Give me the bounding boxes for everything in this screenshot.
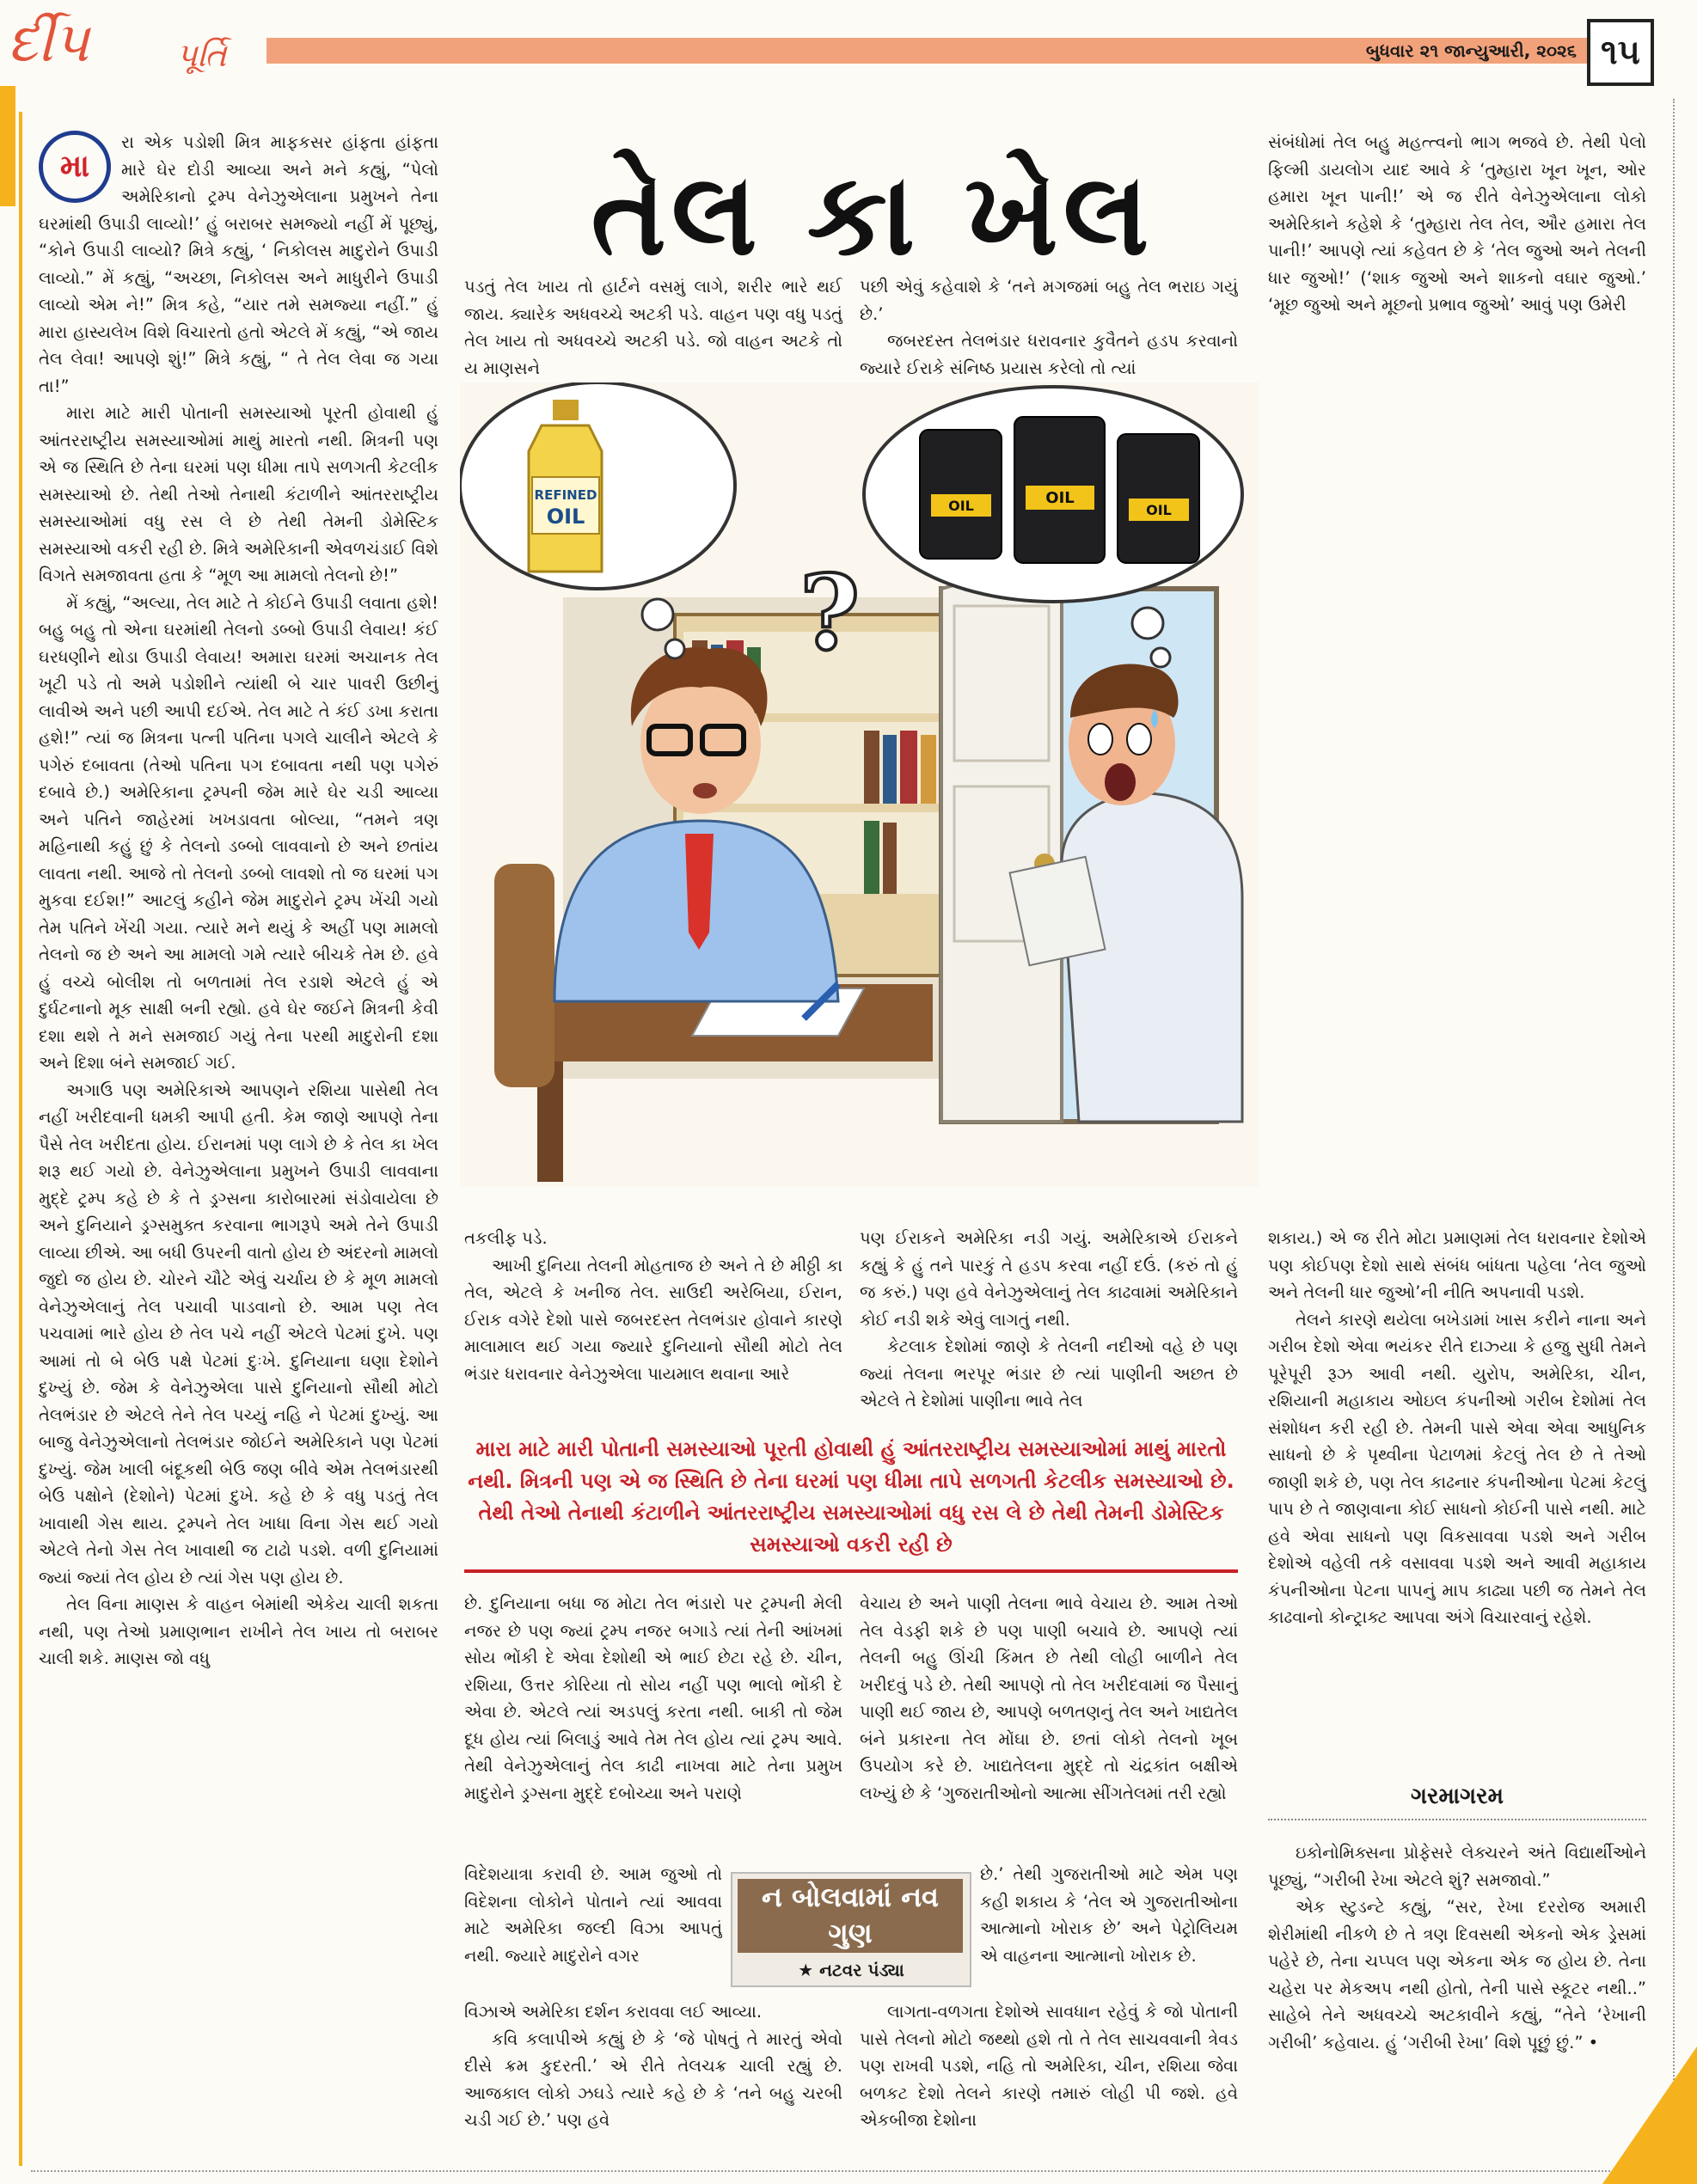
paragraph: રા એક પડોશી મિત્ર માફકસર હાંફતા હાંફતા મારે ઘેર દોડી આવ્યા અને મને કહ્યું, “પેલો અમેરિકાનો ટ્રમ્પ વેનેઝુએલાના પ્રમુખને તેના ઘરમાંથી ઉપાડી લાવ્યો!’ હું બરાબર સમજ્યો નહીં મેં પૂછ્યું, “કોને ઉપાડી લાવ્યો? મિત્રે કહ્યું, ‘ નિકોલસ માદુરોને ઉપાડી લાવ્યો.” મેં કહ્યું, “અચ્છા, નિકોલસ અને માધુરીને ઉપાડી લાવ્યો એમ ને!” મિત્ર કહે, “યાર તમે સમજ્યા નહીં.” હું મારા હાસ્યલેખ વિશે વિચારતો હતો એટલે મેં કહ્યું, “એ જાય તેલ લેવા! આપણે શું!” મિત્રે કહ્યું, “ તે તેલ લેવા જ ગયા તા!” [39,132,438,396]
paragraph: એક સ્ટુડન્ટે કહ્યું, “સર, રેખા દરરોજ અમારી શેરીમાંથી નીકળે છે તે ત્રણ દિવસથી એકનો એક ડ્રેસમાં પહેરે છે, તેના ચપ્પલ પણ એકના એક જ હોય છે. તેના ચહેરા પર મેકઅપ નથી હોતો, તેની પાસે સ્કૂટર નથી..” સાહેબે તેને અધવચ્ચે અટકાવીને કહ્યું, “તેને ‘રેખાની ગરીબી’ કહેવાય. હું ‘ગરીબી રેખા’ વિશે પૂછું છું.” • [1268,1897,1646,2052]
column-3-bottom-c [860,1998,1238,2170]
paragraph: વેચાય છે અને પાણી તેલના ભાવે વેચાય છે. આમ તેઓ તેલ વેડફી શકે છે પણ પાણી બચાવે છે. આપણે ત્યાં તેલની બહુ ઊંચી કિંમત છે તેથી લોહી બાળીને તેલ ખરીદવું પડે છે. તેથી આપણે તો તેલ ખરીદવામાં જ પૈસાનું પાણી થઈ જાય છે, આપણે બળતણનું તેલ અને ખાદ્યતેલ બંને પ્રકારના તેલ મોંઘા છે. છતાં લોકો તેલનો ખૂબ ઉપયોગ કરે છે. ખાદ્યતેલના મુદ્દે તો ચંદ્રકાંત બક્ષીએ લખ્યું છે કે ‘ગુજરાતીઓનો આત્મા સીંગતેલમાં તરી રહ્યો [860,1594,1238,1803]
drop-cap: મા [39,131,111,203]
barrel-label: OIL [1146,502,1172,518]
barrel-label: OIL [1045,489,1075,507]
pull-quote: મારા માટે મારી પોતાની સમસ્યાઓ પૂરતી હોવાથી હું આંતરરાષ્ટ્રીય સમસ્યાઓમાં માથું મારતો નથી. મિત્રની પણ એ જ સ્થિતિ છે તેના ઘરમાં પણ ધીમા તાપે સળગતી કેટલીક સમસ્યાઓ છે. તેથી તેઓ તેનાથી કંટાળીને આંતરરાષ્ટ્રીય સમસ્યાઓમાં વધુ રસ લે છે તેથી તેમની ડોમેસ્ટિક સમસ્યાઓ વકરી રહી છે [464,1434,1238,1573]
masthead-logo: ર્દીપ [7,11,89,75]
paragraph: વિદેશયાત્રા કરાવી છે. આમ જુઓ તો વિદેશના લોકોને પોતાને ત્યાં આવવા માટે અમેરિકા જલ્દી વિઝા આપતું નથી. જ્યારે માદુરોને વગર [464,1864,722,1966]
author-name: ★ નટવર પંડ્યા [798,1960,904,1980]
paragraph: કેટલાક દેશોમાં જાણે કે તેલની નદીઓ વહે છે પણ જ્યાં તેલના ભરપૂર ભંડાર છે ત્યાં પાણીની અછત છે એટલે તે દેશોમાં પાણીના ભાવે તેલ [860,1337,1238,1410]
paragraph: છે. દુનિયાના બધા જ મોટા તેલ ભંડારો પર ટ્રમ્પની મેલી નજર છે પણ જ્યાં ટ્રમ્પ નજર બગાડે ત્યાં તેની આંખમાં સોય ભોંકી દે એવા દેશોથી એ ભાઈ છેટા રહે છે. ચીન, રશિયા, ઉત્તર કોરિયા તો સોય નહીં પણ ભાલો ભોંકી દે એવા છે. એટલે ત્યાં અડપલું કરતા નથી. બાકી તો જેમ દૂધ હોય ત્યાં બિલાડું આવે તેમ તેલ હોય ત્યાં ટ્રમ્પ આવે. તેથી વેનેઝુએલાનું તેલ કાઢી નાખવા માટે તેના પ્રમુખ માદુરોને ડ્રગ્સના મુદ્દે દબોચ્યા અને પરાણે [464,1594,842,1803]
column-3-top [860,273,1238,382]
paragraph: પડતું તેલ ખાય તો હાર્ટને વસમું લાગે, શરીર ભારે થઈ જાય. ક્યારેક અધવચ્ચે અટકી પડે. વાહન પણ વધુ પડતું તેલ ખાય તો અધવચ્ચે અટકી પડે. જો વાહન અટકે તો ય માણસને [464,277,842,378]
paragraph: વિઝાએ અમેરિકા દર્શન કરાવવા લઈ આવ્યા. [464,2002,763,2022]
paragraph: કવિ કલાપીએ કહ્યું છે કે ‘જે પોષતું તે મારતું એવો દીસે ક્રમ કુદરતી.’ એ રીતે તેલચક્ર ચાલી રહ્યું છે. આજકાલ લોકો ઝઘડે ત્યારે કહે છે કે ‘તને બહુ ચરબી ચડી ગઈ છે.’ પણ હવે [464,2028,842,2130]
column-3-middle [860,1225,1238,1426]
paragraph: મેં કહ્યું, “અલ્યા, તેલ માટે તે કોઈને ઉપાડી લવાતા હશે! બહુ બહુ તો એના ઘરમાંથી તેલનો ડબ્બો ઉપાડી લેવાય! કંઈ ઘરધણીને થોડા ઉપાડી લેવાય! અમારા ઘરમાં અચાનક તેલ ખૂટી પડે તો અમે પડોશીને ત્યાંથી બે ચાર પાવરી ઉછીનું લાવીએ અને પછી આપી દઈએ. તેલ માટે તે કંઈ ડખા કરાતા હશે!” ત્યાં જ મિત્રના પત્ની પતિના પગલે ચાલીને એટલે કે પગેરું દબાવતા (તેઓ પતિના પગ દબાવતા નથી પણ પગેરું દબાવે છે.) અમેરિકાના ટ્રમ્પની જેમ મારે ઘેર ચડી આવ્યા અને પતિને જાહેરમાં ખખડાવતા બોલ્યા, “તમને ત્રણ મહિનાથી કહું છું કે તેલનો ડબ્બો લાવવાનો છે અને છતાંય લાવતા નથી. આજે તો તેલનો ડબ્બો લાવશો તો જ ઘરમાં પગ મુકવા દઈશ!” આટલું કહીને જેમ માદુરોને ટ્રમ્પ ખેંચી ગયો તેમ પતિને ખેંચી ગયા. ત્યારે મને થયું કે અહીં પણ મામલો તેલનો જ છે અને આ મામલો ગમે ત્યારે બીચકે તેમ છે. હવે હું વચ્ચે બોલીશ તો બળતામાં તેલ રડાશે એટલે હું એ દુર્ઘટનાનો મૂક સાક્ષી બની રહ્યો. હવે ઘેર જઈને મિત્રની કેવી દશા થશે તે મને સમજાઈ ગયું તેના પરથી માદુરોની દશા અને દિશા બંને સમજાઈ ગઈ. [39,592,438,1073]
paragraph: સંબંધોમાં તેલ બહુ મહત્ત્વનો ભાગ ભજવે છે. તેથી પેલો ફિલ્મી ડાયલોગ યાદ આવે કે ‘તુમ્હારા ખૂન ખૂન, ઓર હમારા ખૂન પાની!’ એ જ રીતે વેનેઝુએલાના લોકો અમેરિકાને કહેશે કે ‘તુમ્હારા તેલ તેલ, ઔર હમારા તેલ પાની!’ આપણે ત્યાં કહેવત છે કે ‘તેલ જુઓ અને તેલની ધાર જુઓ!’ (‘શાક જુઓ અને શાકનો વઘાર જુઓ.’ ‘મૂછ જુઓ અને મૂછનો પ્રભાવ જુઓ’ આવું પણ ઉમેરી [1268,132,1646,315]
paragraph: અગાઉ પણ અમેરિકાએ આપણને રશિયા પાસેથી તેલ નહીં ખરીદવાની ધમકી આપી હતી. કેમ જાણે આપણે તેના પૈસે તેલ ખરીદતા હોય. ઈરાનમાં પણ લાગે છે કે તેલ કા ખેલ શરૂ થઈ ગયો છે. વેનેઝુએલાના પ્રમુખને ઉપાડી લાવવાના મુદ્દે ટ્રમ્પ કહે છે કે તે ડ્રગ્સના કારોબારમાં સંડોવાયેલા છે અને દુનિયાને ડ્રગ્સમુક્ત કરવાના ભાગરૂપે અમે તેને ઉપાડી લાવ્યા છીએ. આ બધી ઉપરની વાતો હોય છે અંદરનો મામલો જુદો જ હોય છે. ચોરને ચૌટે એવું ચર્ચાય છે કે મૂળ મામલો વેનેઝુએલાનું તેલ પચાવી પાડવાનો છે. આમ પણ તેલ પચવામાં ભારે હોય છે તેલ પચે નહીં એટલે પેટમાં દુખે. પણ આમાં તો બે બેઉ પક્ષે પેટમાં દુઃખે. દુનિયાના ઘણા દેશોને દુખ્યું છે. જેમ કે વેનેઝુએલા પાસે દુનિયાનો સૌથી મોટો તેલભંડાર છે એટલે તેને તેલ પચ્યું નહિ ને પેટમાં દુખ્યું. આ બાજુ વેનેઝુએલાનો તેલભંડાર જોઈને અમેરિકાને પણ પેટમાં દુખ્યું. જેમ ખાલી બંદૂકથી બેઉ જણ બીવે એમ તેલભંડારથી બેઉ પક્ષોને (દેશોને) પેટમાં દુખે. કહે છે કે વધુ પડતું તેલ ખાવાથી ગેસ થાય. ટ્રમ્પને તેલ ખાધા વિના ગેસ થઈ ગયો એટલે તેનો ગેસ તેલ ખાવાથી જ ટાઢો પડશે. વળી દુનિયામાં જ્યાં જ્યાં તેલ હોય છે ત્યાં ગેસ પણ હોય છે. [39,1080,438,1588]
column-1 [39,129,438,2166]
column-3-bottom-a [860,1590,1238,1861]
column-name: ન બોલવામાં નવ ગુણ [738,1879,963,1953]
column-2-bottom-c [464,1998,842,2170]
paragraph: તકલીફ પડે. [464,1228,548,1248]
cartoon-illustration [460,382,1259,1186]
bottle-label-oil: OIL [546,505,585,529]
column-2-bottom-a [464,1590,842,1861]
bottle-label-refined: REFINED [534,487,597,503]
chair [494,864,554,1087]
sidebar-text [1268,1839,1646,2166]
question-mark: ? [799,553,861,674]
paragraph: આખી દુનિયા તેલની મોહતાજ છે અને તે છે મીઠ્ઠી કા તેલ, એટલે કે ખનીજ તેલ. સાઉદી અરેબિયા, ઈરાન, ઈરાક વગેરે દેશો પાસે જબરદસ્ત તેલભંડાર હોવાને કારણે માલામાલ થઈ ગયા જ્યારે દુનિયાનો સૌથી મોટો તેલ ભંડાર ધરાવનાર વેનેઝુએલા પાયમાલ થવાના આરે [464,1255,842,1384]
issue-date: બુધવાર ૨૧ જાન્યુઆરી, ૨૦૨૬ [1365,40,1577,61]
paragraph: પછી એવું કહેવાશે કે ‘તને મગજમાં બહુ તેલ ભરાઇ ગયું છે.’ [860,277,1238,324]
paragraph: ઇકોનોમિક્સના પ્રોફેસરે લેક્ચરને અંતે વિદ્યાર્થીઓને પૂછ્યું, “ગરીબી રેખા એટલે શું? સમજાવો.” [1268,1843,1646,1890]
paragraph: જબરદસ્ત તેલભંડાર ધરાવનાર કુવૈતને હડપ કરવાનો જ્યારે ઈરાકે સંનિષ્ઠ પ્રયાસ કરેલો તો ત્યાં [860,331,1238,378]
paragraph: પણ ઈરાકને અમેરિકા નડી ગયું. અમેરિકાએ ઈરાકને કહ્યું કે હું તને પારકું તે હડપ કરવા નહીં દઉં. (કરું તો હું જ કરું.) પણ હવે વેનેઝુએલાનું તેલ કાઢવામાં અમેરિકાને કોઈ નડી શકે એવું લાગતું નથી. [860,1228,1238,1330]
paragraph: તેલ વિના માણસ કે વાહન બેમાંથી એકેય ચાલી શકતા નથી, પણ તેઓ પ્રમાણભાન રાખીને તેલ ખાય તો બરાબર ચાલી શકે. માણસ જો વધુ [39,1594,438,1668]
paragraph: શકાય.) એ જ રીતે મોટા પ્રમાણમાં તેલ ધરાવનાર દેશોએ પણ કોઈપણ દેશો સાથે સંબંધ બાંધતા પહેલા ‘તેલ જુઓ અને તેલની ધાર જુઓ’ની નીતિ અપનાવી પડશે. [1268,1228,1646,1302]
masthead [0,0,1697,95]
paragraph: તેલને કારણે થયેલા બખેડામાં ખાસ કરીને નાના અને ગરીબ દેશો એવા ભયંકર રીતે દાઝ્યા કે હજુ સુધી તેમને પૂરેપૂરી રૂઝ આવી નથી. યુરોપ, અમેરિકા, ચીન, રશિયાની મહાકાય ઓઇલ કંપનીઓ ગરીબ દેશોમાં તેલ સંશોધન કરી રહી છે. તેમની પાસે એવા એવા આધુનિક સાધનો છે કે પૃથ્વીના પેટાળમાં કેટલું તેલ છે તે તેઓ જાણી શકે છે, પણ તેલ કાઢનાર કંપનીઓના પેટમાં કેટલું પાપ છે તે જાણવાના કોઈ સાધનો કોઈની પાસે નથી. માટે હવે એવા સાધનો પણ વિકસાવવા પડશે અને ગરીબ દેશોએ વહેલી તકે વસાવવા પડશે અને આવી મહાકાય કંપનીઓના પેટના પાપનું માપ કાઢ્યા પછી જ તેમને તેલ કાઢવાનો કોન્ટ્રાક્ટ આપવા અંગે વિચારવાનું રહેશે. [1268,1309,1646,1627]
barrel-label: OIL [948,498,974,514]
column-byline-box [731,1872,971,1987]
masthead-supplement-label: પૂર્તિ [176,36,227,74]
page-number: ૧૫ [1587,19,1654,86]
left-accent-stripe [0,86,15,206]
column-3-bottom-b [980,1861,1238,1998]
column-4-middle [1268,1225,1646,1766]
sidebar-heading: ગરમાગરમ [1268,1779,1646,1820]
paragraph: લાગતા-વળગતા દેશોએ સાવધાન રહેવું કે જો પોતાની પાસે તેલનો મોટો જથ્થો હશે તો તે તેલ સાચવવાની ત્રેવડ પણ રાખવી પડશે, નહિ તો અમેરિકા, ચીન, રશિયા જેવા બળકટ દેશો તેલને કારણે તમારું લોહી પી જશે. હવે એકબીજા દેશોના [860,2002,1238,2130]
article-title: તેલ કા ખેલ [591,149,1155,281]
column-2-bottom-b [464,1861,722,1998]
column-4-top [1268,129,1646,378]
left-rule [19,112,22,2166]
paragraph: મારા માટે મારી પોતાની સમસ્યાઓ પૂરતી હોવાથી હું આંતરરાષ્ટ્રીય સમસ્યાઓમાં માથું મારતો નથી. મિત્રની પણ એ જ સ્થિતિ છે તેના ઘરમાં પણ ધીમા તાપે સળગતી કેટલીક સમસ્યાઓ છે. તેથી તેઓ તેનાથી કંટાળીને આંતરરાષ્ટ્રીય સમસ્યાઓમાં વધુ રસ લે છે તેથી તેમની ડોમેસ્ટિક સમસ્યાઓ વકરી રહી છે. મિત્રે અમેરિકાની એવળચંડાઈ વિશે વિગતે સમજાવતા હતા કે “મૂળ આ મામલો તેલનો છે!” [39,403,438,585]
column-2-middle [464,1225,842,1426]
paragraph: છે.’ તેથી ગુજરાતીઓ માટે એમ પણ કહી શકાય કે ‘તેલ એ ગુજરાતીઓના આત્માનો ખોરાક છે’ અને પેટ્રોલિયમ એ વાહનના આત્માનો ખોરાક છે. [980,1864,1238,1966]
column-2-top [464,273,842,382]
